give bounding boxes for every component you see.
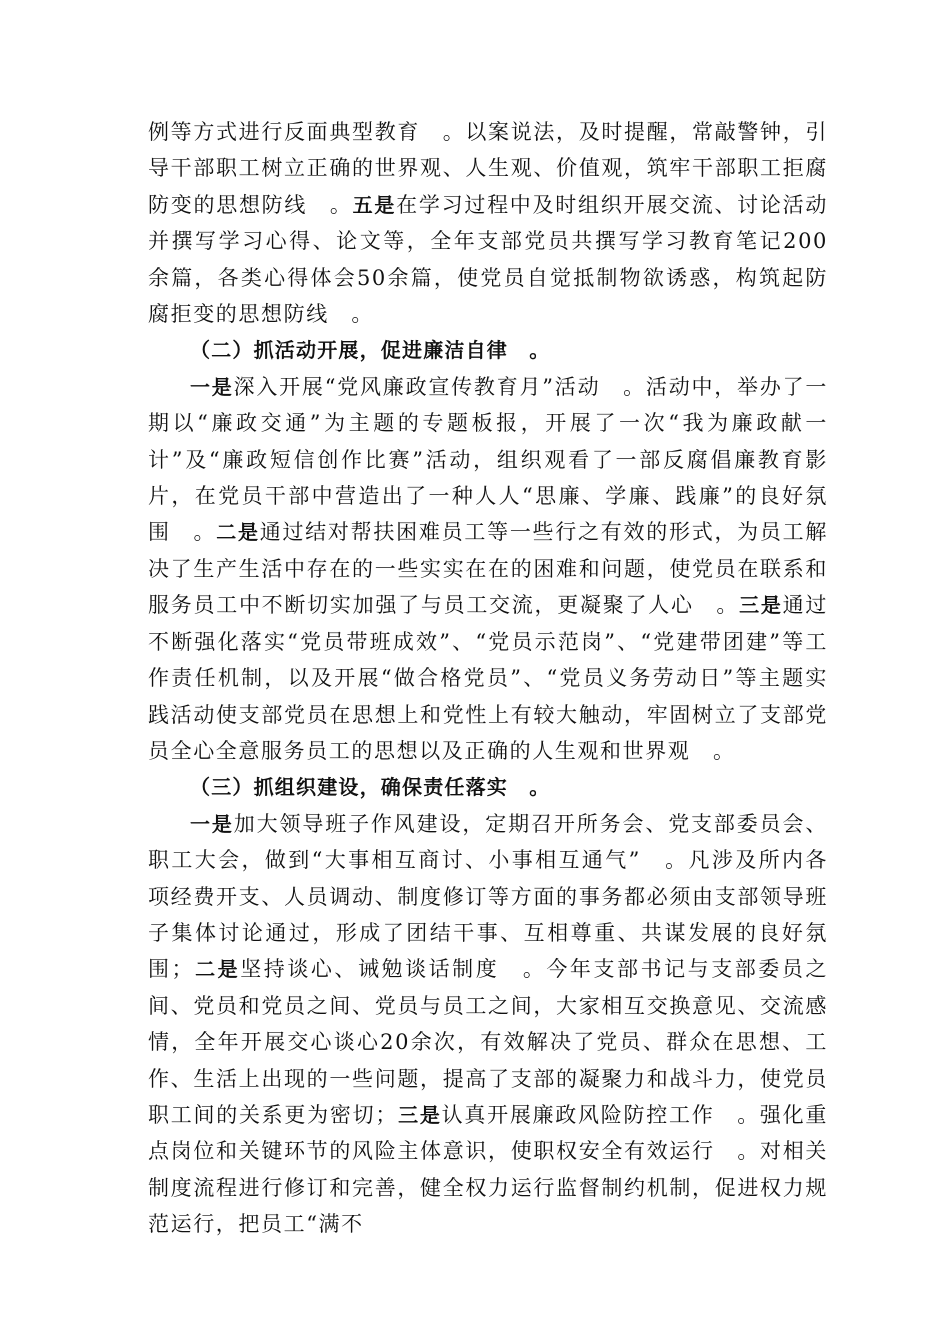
keyword-label-yishi: 一是 (190, 374, 234, 399)
text-segment: 认真开展廉政风险防控工作 。强化重点岗位和关键环节的风险主体意识，使职权安全有效运行 。对相关制度流程进行修订和完善，健全权力运行监督制约机制，促进权力规范运行，把员工“满不 (148, 1102, 829, 1237)
keyword-label-yishi: 一是 (190, 811, 234, 836)
keyword-label-sanshi: 三是 (739, 593, 783, 618)
heading-text: （三）抓组织建设，确保责任落实 。 (190, 775, 551, 800)
heading-text: （二）抓活动开展，促进廉洁自律 。 (190, 338, 551, 363)
body-paragraph-2 (148, 369, 828, 769)
section-heading-2 (148, 332, 828, 368)
text-segment: 例等方式进行反面典型教育 。以案说法，及时提醒，常敲警钟，引导干部职工树立正确的世界观、人生观、价值观，筑牢干部职工拒腐防变的思想防线 。 (148, 120, 828, 217)
text-segment: 深入开展“党风廉政宣传教育月”活动 。活动中，举办了一期以“廉政交通”为主题的专题板报，开展了一次“我为廉政献一计”及“廉政短信创作比赛”活动，组织观看了一部反腐倡廉教育影片，在党员干部中营造出了一种人人“思廉、学廉、践廉”的良好氛围 。 (148, 374, 829, 545)
keyword-label-sanshi: 三是 (397, 1102, 442, 1127)
document-page (148, 114, 828, 1243)
body-paragraph-1 (148, 114, 828, 332)
keyword-label-ershi: 二是 (216, 520, 260, 545)
section-heading-3 (148, 769, 828, 805)
text-segment: 通过不断强化落实“党员带班成效”、“党员示范岗”、“党建带团建”等工作责任机制，以及开展“做合格党员”、“党员义务劳动日”等主题实践活动使支部党员在思想上和党性上有较大触动，牢固树立了支部党员全心全意服务员工的思想以及正确的人生观和世界观 。 (148, 593, 828, 763)
text-segment: 在学习过程中及时组织开展交流、讨论活动并撰写学习心得、论文等，全年支部党员共撰写学习教育笔记200 余篇，各类心得体会50余篇，使党员自觉抵制物欲诱惑，构筑起防腐拒变的思想防线 。 (148, 192, 828, 327)
text-segment: 加大领导班子作风建设，定期召开所务会、党支部委员会、职工大会，做到“大事相互商讨、小事相互通气” 。凡涉及所内各项经费开支、人员调动、制度修订等方面的事务都必须由支部领导班子集体讨论通过，形成了团结干事、互相尊重、共谋发展的良好氛围； (148, 811, 828, 982)
text-segment: 通过结对帮扶困难员工等一些行之有效的形式，为员工解决了生产生活中存在的一些实实在在的困难和问题，使党员在联系和服务员工中不断切实加强了与员工交流，更凝聚了人心 。 (148, 520, 828, 618)
keyword-label-wushi: 五是 (352, 192, 397, 217)
body-paragraph-3 (148, 806, 828, 1243)
keyword-label-ershi: 二是 (194, 957, 241, 982)
text-segment: 坚持谈心、诫勉谈话制度 。今年支部书记与支部委员之间、党员和党员之间、党员与员工之间，大家相互交换意见、交流感情，全年开展交心谈心20余次，有效解决了党员、群众在思想、工作、生活上出现的一些问题，提高了支部的凝聚力和战斗力，使党员职工间的关系更为密切； (148, 957, 829, 1127)
